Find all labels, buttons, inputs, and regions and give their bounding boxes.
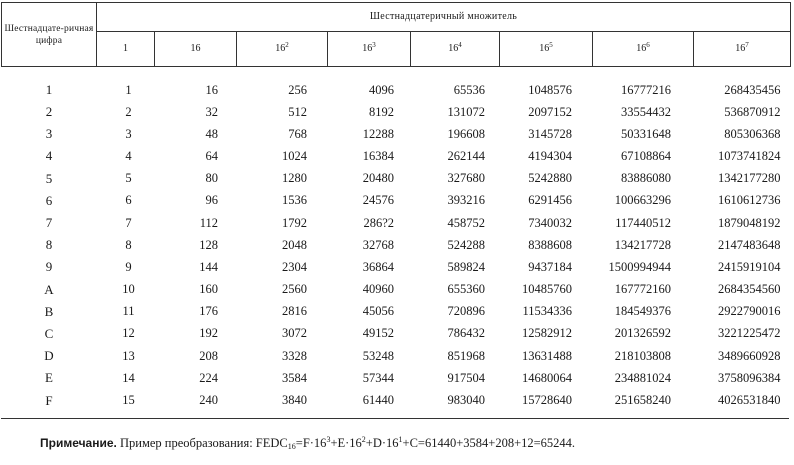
value-cell: 2048	[282, 237, 307, 252]
value-cell: 50331648	[621, 126, 671, 141]
power-header-row	[2, 32, 791, 67]
header-row-top	[2, 3, 791, 32]
value-cell: 83886080	[621, 171, 671, 186]
hex-digit-cell: E	[45, 370, 53, 386]
value-cell: 3	[125, 126, 132, 141]
note-text-after: =F·16	[295, 436, 327, 450]
value-cell: 7340032	[528, 215, 572, 230]
value-cell: 32768	[362, 237, 394, 252]
note	[40, 436, 575, 451]
value-cell: 15	[122, 393, 135, 408]
value-cell: 6291456	[528, 193, 572, 208]
value-cell: 3584	[282, 370, 307, 385]
value-cell: 983040	[447, 393, 485, 408]
value-cell: 14	[122, 370, 135, 385]
value-cell: 240	[199, 393, 218, 408]
value-cell: 4194304	[528, 148, 572, 163]
power-header-3	[328, 32, 411, 67]
hex-digit-cell: 1	[45, 82, 53, 97]
value-cell: 5242880	[528, 171, 572, 186]
hex-digit-cell: B	[44, 303, 54, 319]
value-cell: 33554432	[621, 104, 671, 119]
value-cell: 2684354560	[718, 282, 781, 297]
hex-digit-cell: 6	[45, 192, 53, 208]
value-cell: 192	[199, 326, 218, 341]
power-base: 16	[636, 43, 647, 54]
value-cell: 100663296	[614, 193, 671, 208]
hex-digit-cell: 9	[45, 259, 53, 275]
value-cell: 176	[199, 304, 218, 319]
value-cell: 3840	[282, 393, 307, 408]
value-cell: 208	[199, 348, 218, 363]
table-row	[2, 301, 791, 323]
value-cell: 1	[125, 82, 132, 97]
table-row	[2, 123, 791, 145]
power-header-0	[97, 32, 155, 67]
power-exponent: 2	[285, 41, 289, 49]
power-base: 1	[123, 43, 128, 54]
power-base: 16	[190, 43, 201, 54]
value-cell: 251658240	[614, 393, 671, 408]
value-cell: 53248	[362, 348, 394, 363]
value-cell: 524288	[447, 237, 485, 252]
value-cell: 393216	[447, 193, 485, 208]
value-cell: 2	[125, 104, 132, 119]
value-cell: 40960	[362, 282, 394, 297]
value-cell: 48	[205, 126, 218, 141]
value-cell: 144	[199, 259, 218, 274]
power-header-7	[694, 32, 791, 67]
value-cell: 112	[199, 215, 218, 230]
value-cell: 13631488	[522, 348, 572, 363]
value-cell: 2560	[282, 282, 307, 297]
note-subscript: 16	[287, 442, 296, 451]
value-cell: 67108864	[621, 148, 671, 163]
value-cell: 286?2	[363, 215, 394, 230]
value-cell: 234881024	[614, 370, 671, 385]
note-exp2: 2	[361, 435, 366, 444]
table-row	[2, 234, 791, 256]
value-cell: 1280	[282, 171, 307, 186]
power-header-2	[237, 32, 328, 67]
value-cell: 167772160	[614, 282, 671, 297]
row-header-label: Шестнадцате-ричная цифра	[2, 3, 97, 67]
hex-digit-cell: D	[44, 348, 54, 364]
value-cell: 49152	[362, 326, 394, 341]
power-base: 16	[539, 43, 550, 54]
value-cell: 45056	[362, 304, 394, 319]
power-exponent: 7	[745, 41, 749, 49]
hex-digit-cell: 3	[45, 126, 53, 142]
value-cell: 3221225472	[718, 326, 781, 341]
value-cell: 720896	[447, 304, 485, 319]
table-row	[2, 279, 791, 301]
value-cell: 24576	[362, 193, 394, 208]
power-header-6	[593, 32, 694, 67]
value-cell: 15728640	[522, 393, 572, 408]
note-exp1: 3	[326, 435, 331, 444]
table-body	[2, 67, 791, 412]
value-cell: 80	[205, 171, 218, 186]
hex-digit-cell: 8	[45, 237, 53, 253]
value-cell: 2147483648	[718, 237, 781, 252]
power-exponent: 5	[549, 41, 553, 49]
table-row	[2, 345, 791, 367]
table-row	[2, 367, 791, 389]
value-cell: 3489660928	[718, 348, 781, 363]
value-cell: 61440	[362, 393, 394, 408]
hex-digit-cell: A	[44, 281, 54, 297]
hex-digit-cell: 7	[45, 215, 53, 231]
power-base: 16	[362, 43, 373, 54]
value-cell: 32	[205, 104, 218, 119]
value-cell: 1536	[282, 193, 307, 208]
hex-digit-cell: F	[45, 392, 53, 408]
value-cell: 1048576	[528, 82, 572, 97]
value-cell: 134217728	[614, 237, 671, 252]
value-cell: 12582912	[522, 326, 572, 341]
value-cell: 64	[205, 148, 218, 163]
value-cell: 2415919104	[718, 259, 781, 274]
multiplier-title: Шестнадцатеричный множитель	[97, 3, 791, 32]
table-row	[2, 168, 791, 190]
value-cell: 4096	[369, 82, 394, 97]
note-text-mid2: +D·16	[365, 436, 399, 450]
value-cell: 2097152	[528, 104, 572, 119]
value-cell: 458752	[447, 215, 485, 230]
power-exponent: 6	[646, 41, 650, 49]
value-cell: 4026531840	[718, 393, 781, 408]
value-cell: 2816	[282, 304, 307, 319]
value-cell: 2922790016	[718, 304, 781, 319]
value-cell: 3145728	[528, 126, 572, 141]
power-exponent: 4	[458, 41, 462, 49]
value-cell: 11	[122, 304, 135, 319]
power-exponent: 3	[372, 41, 376, 49]
hex-digit-cell: 5	[45, 170, 53, 186]
table-row	[2, 145, 791, 167]
note-exp3: 1	[398, 435, 403, 444]
value-cell: 1879048192	[718, 215, 781, 230]
hex-digit-cell: 4	[45, 148, 53, 164]
value-cell: 7	[125, 215, 132, 230]
power-header-4	[411, 32, 500, 67]
value-cell: 184549376	[614, 304, 671, 319]
value-cell: 13	[122, 348, 135, 363]
value-cell: 589824	[447, 259, 485, 274]
hex-digit-cell: C	[44, 325, 54, 341]
table-row	[2, 389, 791, 411]
value-cell: 3328	[282, 348, 307, 363]
table-row	[2, 190, 791, 212]
value-cell: 3758096384	[718, 370, 781, 385]
value-cell: 851968	[447, 348, 485, 363]
value-cell: 1610612736	[718, 193, 781, 208]
value-cell: 1073741824	[718, 148, 781, 163]
value-cell: 160	[199, 282, 218, 297]
note-label: Примечание.	[40, 436, 117, 450]
value-cell: 768	[288, 126, 307, 141]
value-cell: 96	[205, 193, 218, 208]
value-cell: 20480	[362, 171, 394, 186]
power-base: 16	[735, 43, 746, 54]
value-cell: 1024	[282, 148, 307, 163]
value-cell: 5	[125, 171, 132, 186]
table-row	[2, 256, 791, 278]
value-cell: 201326592	[614, 326, 671, 341]
value-cell: 16	[205, 82, 218, 97]
value-cell: 4	[125, 148, 132, 163]
power-base: 16	[448, 43, 459, 54]
value-cell: 10485760	[522, 282, 572, 297]
power-base: 16	[275, 43, 286, 54]
value-cell: 917504	[447, 370, 485, 385]
value-cell: 6	[125, 193, 132, 208]
power-header-5	[500, 32, 593, 67]
note-text-end: +C=61440+3584+208+12=65244.	[402, 436, 576, 450]
value-cell: 14680064	[522, 370, 572, 385]
value-cell: 11534336	[522, 304, 572, 319]
value-cell: 224	[199, 370, 218, 385]
value-cell: 9	[125, 259, 132, 274]
value-cell: 262144	[447, 148, 485, 163]
value-cell: 268435456	[724, 82, 781, 97]
value-cell: 1500994944	[608, 259, 671, 274]
value-cell: 10	[122, 282, 135, 297]
value-cell: 65536	[453, 82, 485, 97]
table-row	[2, 67, 791, 102]
table-bottom-rule	[1, 418, 789, 419]
value-cell: 8388608	[528, 237, 572, 252]
value-cell: 3072	[282, 326, 307, 341]
value-cell: 12288	[362, 126, 394, 141]
value-cell: 536870912	[724, 104, 781, 119]
value-cell: 16384	[362, 148, 394, 163]
note-text-mid1: +E·16	[330, 436, 362, 450]
value-cell: 8	[125, 237, 132, 252]
value-cell: 16777216	[621, 82, 671, 97]
value-cell: 655360	[447, 282, 485, 297]
value-cell: 196608	[447, 126, 485, 141]
value-cell: 9437184	[528, 259, 572, 274]
value-cell: 1342177280	[718, 171, 781, 186]
value-cell: 2304	[282, 259, 307, 274]
value-cell: 131072	[447, 104, 485, 119]
power-header-1	[155, 32, 237, 67]
value-cell: 36864	[362, 259, 394, 274]
value-cell: 512	[288, 104, 307, 119]
table-row	[2, 323, 791, 345]
table-row	[2, 101, 791, 123]
value-cell: 117440512	[615, 215, 671, 230]
value-cell: 218103808	[614, 348, 671, 363]
value-cell: 786432	[447, 326, 485, 341]
value-cell: 327680	[447, 171, 485, 186]
note-text-before: Пример преобразования: FEDC	[119, 436, 288, 450]
value-cell: 805306368	[724, 126, 781, 141]
value-cell: 256	[288, 82, 307, 97]
hex-digit-cell: 2	[45, 104, 53, 120]
hex-multiplier-table	[1, 2, 791, 412]
value-cell: 1792	[282, 215, 307, 230]
value-cell: 8192	[369, 104, 394, 119]
table-row	[2, 212, 791, 234]
value-cell: 12	[122, 326, 135, 341]
value-cell: 128	[199, 237, 218, 252]
value-cell: 57344	[362, 370, 394, 385]
